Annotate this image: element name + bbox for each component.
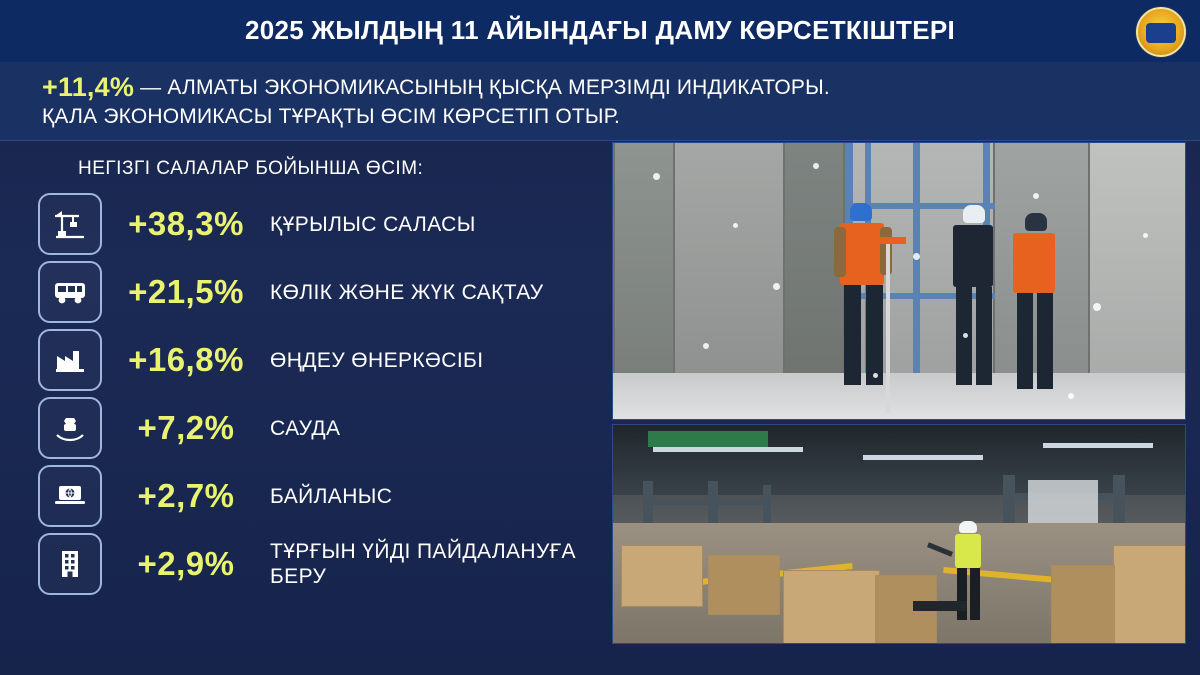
indicator-value: +7,2% <box>137 409 235 446</box>
factory-icon <box>38 329 102 391</box>
subtitle-line-1 <box>42 72 830 103</box>
indicator-label: БАЙЛАНЫС <box>270 484 393 508</box>
indicator-value: +21,5% <box>128 273 244 310</box>
indicator-value: +2,7% <box>137 477 235 514</box>
construction-workers-photo <box>612 142 1186 420</box>
indicator-value: +38,3% <box>128 205 244 242</box>
subtitle-line-2: ҚАЛА ЭКОНОМИКАСЫ ТҰРАҚТЫ ӨСІМ КӨРСЕТІП ОТЫР. <box>42 105 620 128</box>
money-hand-icon <box>38 397 102 459</box>
list-item <box>38 530 598 598</box>
emblem-inner-shape <box>1146 23 1176 43</box>
indicator-label: ҚҰРЫЛЫС САЛАСЫ <box>270 212 476 236</box>
list-item <box>38 258 598 326</box>
indicator-list <box>38 190 598 598</box>
indicator-label: САУДА <box>270 416 341 440</box>
indicator-value: +2,9% <box>137 545 235 582</box>
list-item <box>38 190 598 258</box>
page-title: 2025 ЖЫЛДЫҢ 11 АЙЫНДАҒЫ ДАМУ КӨРСЕТКІШТЕРІ <box>244 15 956 45</box>
bus-icon <box>38 261 102 323</box>
indicator-label: КӨЛІК ЖӘНЕ ЖҮК САҚТАУ <box>270 280 544 304</box>
crane-icon <box>38 193 102 255</box>
headline-percent: +11,4% <box>42 72 135 102</box>
list-item <box>38 394 598 462</box>
indicator-label: ТҰРҒЫН ҮЙДІ ПАЙДАЛАНУҒА БЕРУ <box>270 540 576 588</box>
list-item <box>38 462 598 530</box>
laptop-globe-icon <box>38 465 102 527</box>
indicator-label: ӨҢДЕУ ӨНЕРКӘСІБІ <box>270 348 484 372</box>
warehouse-logistics-photo <box>612 424 1186 644</box>
almaty-emblem-icon <box>1136 7 1186 57</box>
subtitle-band <box>0 62 1200 141</box>
headline-rest: — АЛМАТЫ ЭКОНОМИКАСЫНЫҢ ҚЫСҚА МЕРЗІМДІ ИНДИКАТОРЫ. <box>134 76 830 99</box>
list-item <box>38 326 598 394</box>
indicator-value: +16,8% <box>128 341 244 378</box>
header-bar <box>0 0 1200 64</box>
building-icon <box>38 533 102 595</box>
section-label: НЕГІЗГІ САЛАЛАР БОЙЫНША ӨСІМ: <box>78 158 424 179</box>
